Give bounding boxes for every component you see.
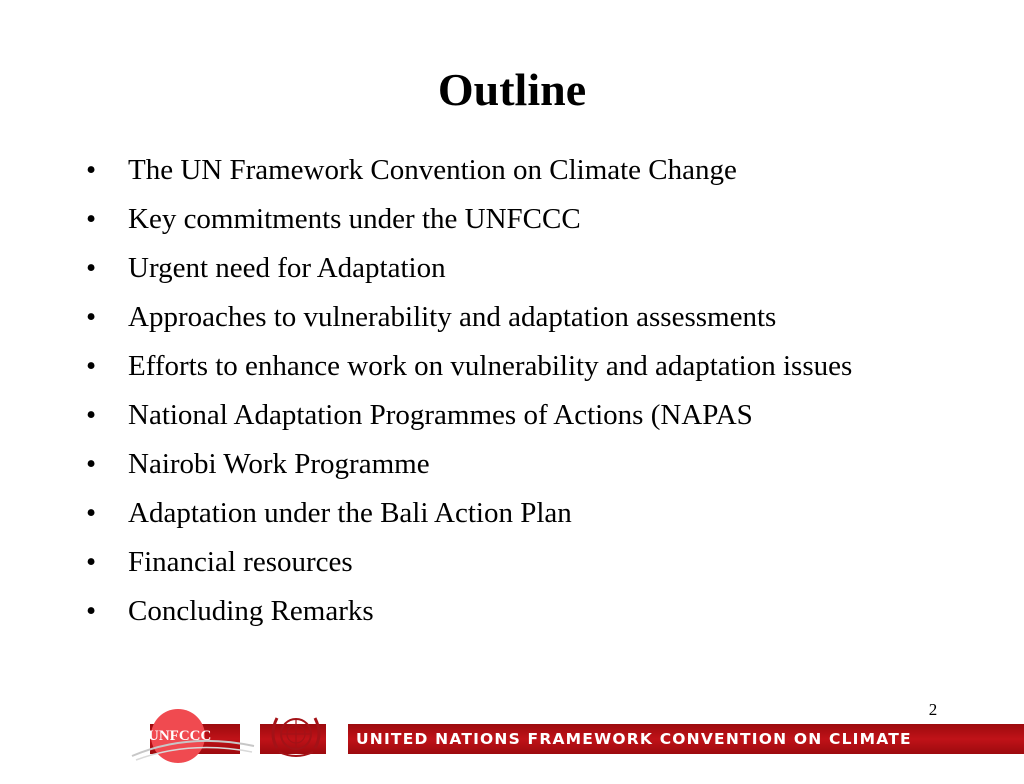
list-item-text: Financial resources [128,546,353,578]
list-item [84,248,914,288]
bullet-marker: • [86,497,97,529]
list-item [84,199,914,239]
list-item-text: Approaches to vulnerability and adaptation assessments [128,301,777,333]
bullet-marker: • [86,595,97,627]
un-emblem-icon [263,704,329,764]
bullet-marker: • [86,301,97,333]
list-item [84,591,914,631]
bullet-marker: • [86,252,97,284]
list-item-text: Adaptation under the Bali Action Plan [128,497,572,529]
bullet-marker: • [86,399,97,431]
bullet-marker: • [86,154,97,186]
list-item [84,444,914,484]
list-item [84,395,914,435]
list-item [84,493,914,533]
bullet-marker: • [86,203,97,235]
list-item-text: Urgent need for Adaptation [128,252,446,284]
bullet-marker: • [86,448,97,480]
unfccc-logo-text: UNFCCC [148,728,212,744]
outline-list [84,150,914,640]
unfccc-logo [128,702,258,764]
slide-title: Outline [437,64,587,115]
list-item-text: Concluding Remarks [128,595,374,627]
un-emblem-wreath-base [279,752,313,756]
list-item [84,346,914,386]
list-item-text: Efforts to enhance work on vulnerability and adaptation issues [128,350,853,382]
footer-banner-gap [326,724,348,754]
un-emblem-laurel-left [273,718,277,748]
list-item-text: National Adaptation Programmes of Actions (NAPAS [128,399,753,431]
footer-banner-text: UNITED NATIONS FRAMEWORK CONVENTION ON CLIMATE CHANGE [356,730,912,778]
page-number: 2 [928,700,938,719]
list-item-text: The UN Framework Convention on Climate Change [128,154,737,186]
un-emblem-laurel-right [315,718,319,748]
list-item-text: Nairobi Work Programme [128,448,430,480]
list-item [84,542,914,582]
list-item [84,297,914,337]
bullet-marker: • [86,546,97,578]
bullet-marker: • [86,350,97,382]
list-item-text: Key commitments under the UNFCCC [128,203,581,235]
list-item [84,150,914,190]
